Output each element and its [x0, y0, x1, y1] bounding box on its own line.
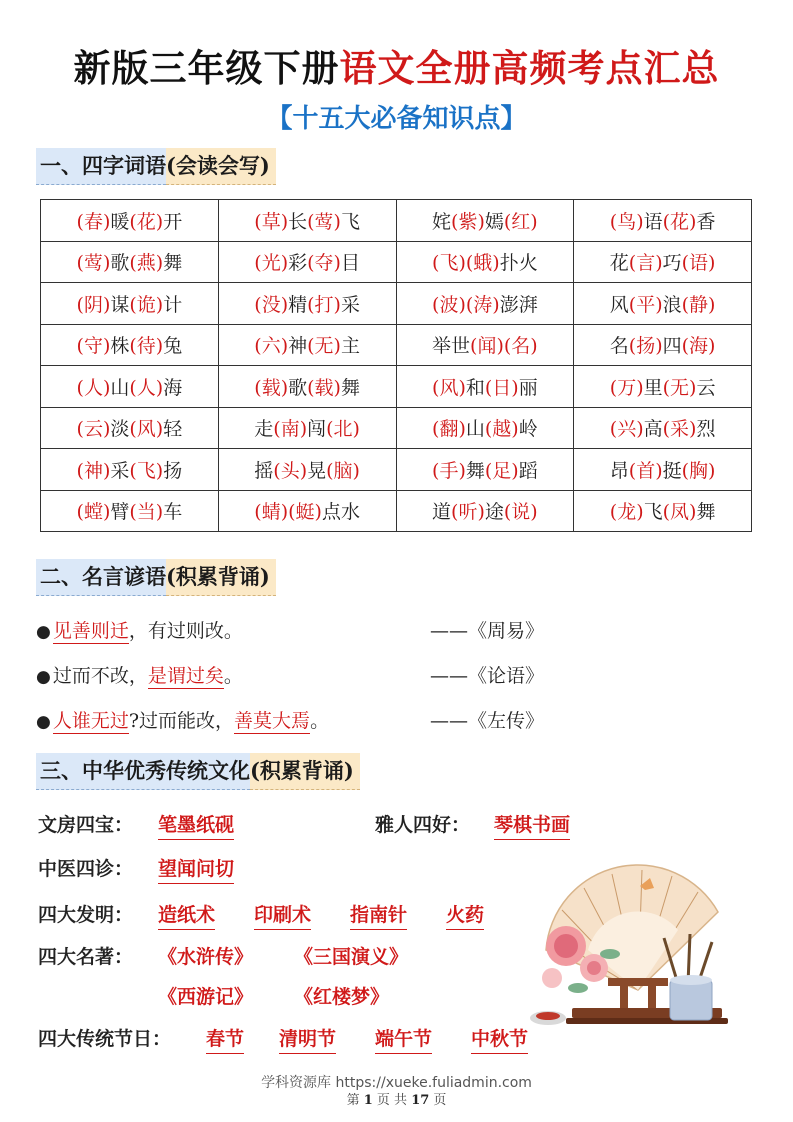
idiom-text: 歌: [288, 376, 308, 399]
proverb-3-key1: 人谁无过: [52, 710, 129, 732]
idiom-answer: (万): [609, 376, 644, 399]
idiom-answer: (涛): [465, 293, 500, 316]
idiom-answer: (风): [129, 418, 164, 441]
idiom-answer: (听): [451, 501, 485, 524]
idiom-answer: (胸): [681, 459, 716, 482]
idiom-answer: (说): [503, 501, 538, 524]
idiom-answer: (蜻): [254, 501, 289, 524]
inventions-label: 四大发明：: [38, 904, 134, 926]
idiom-answer: (越): [484, 418, 519, 441]
page-current: 1: [363, 1093, 373, 1108]
classic-item: 《西游记》: [158, 986, 254, 1008]
idiom-answer: (飞): [432, 252, 466, 275]
idiom-answer: (红): [503, 210, 538, 233]
idiom-text: 飞: [340, 210, 360, 233]
idiom-text: 花: [609, 252, 629, 275]
idiom-answer: (蜓): [288, 501, 322, 524]
idiom-text: 晃: [307, 459, 327, 482]
idiom-answer: (阴): [76, 293, 111, 316]
section1-tag: (会读会写): [166, 148, 276, 185]
table-row: [41, 490, 752, 532]
idiom-answer: (蛾): [465, 252, 500, 275]
idiom-text: 摇: [254, 459, 274, 482]
section2-tag: (积累背诵): [166, 559, 276, 596]
idiom-text: 谋: [110, 293, 130, 316]
idiom-cell: [574, 200, 752, 242]
elegant-hobbies-label: 雅人四好：: [375, 814, 471, 836]
idiom-text: 里: [643, 376, 663, 399]
invention-item: 造纸术: [158, 900, 215, 930]
idiom-cell: [396, 200, 574, 242]
study-treasures-value: 笔墨纸砚: [158, 810, 234, 840]
idiom-answer: (夺): [307, 252, 341, 275]
idiom-answer: (头): [273, 459, 308, 482]
idiom-answer: (手): [432, 459, 466, 482]
proverb-2-source: ——《论语》: [430, 665, 545, 687]
idiom-answer: (莺): [76, 252, 111, 275]
idiom-answer: (扬): [628, 335, 663, 358]
idiom-answer: (草): [254, 210, 289, 233]
idiom-text: 舞: [465, 459, 485, 482]
proverb-2-end: 。: [223, 665, 243, 687]
footer-site: 学科资源库 https://xueke.fuliadmin.com: [261, 1075, 532, 1091]
idiom-text: 采: [110, 459, 130, 482]
proverb-2-key: 是谓过矣: [147, 665, 224, 687]
section3-title: 三、中华优秀传统文化: [36, 753, 250, 790]
idiom-answer: (日): [484, 376, 519, 399]
festival-item: 中秋节: [471, 1024, 528, 1054]
idiom-answer: (名): [503, 335, 538, 358]
idiom-cell: [41, 200, 219, 242]
idiom-text: 精: [288, 293, 308, 316]
idiom-cell: [41, 449, 219, 491]
page-subtitle: 【十五大必备知识点】: [266, 104, 527, 134]
section2-title: 二、名言谚语: [36, 559, 166, 596]
title-part2: 语文全册高频考点汇总: [339, 46, 720, 90]
idiom-text: 兔: [163, 335, 183, 358]
page-title: [0, 38, 793, 92]
idiom-text: 举世: [432, 335, 471, 358]
invention-item: 指南针: [350, 900, 407, 930]
idiom-answer: (载): [254, 376, 289, 399]
section3-tag: (积累背诵): [250, 753, 360, 790]
classic-item: 《水浒传》: [158, 946, 254, 968]
proverb-1-source: ——《周易》: [430, 620, 545, 642]
idiom-cell: [574, 490, 752, 532]
idiom-text: 彩: [288, 252, 308, 275]
idiom-cell: [218, 200, 396, 242]
bullet-icon: ●: [36, 622, 51, 642]
idiom-text: 山: [465, 418, 485, 441]
table-row: [41, 241, 752, 283]
proverb-3: [36, 706, 329, 733]
idiom-answer: (波): [432, 293, 466, 316]
idiom-answer: (海): [681, 335, 716, 358]
table-row: [41, 407, 752, 449]
invention-item: 印刷术: [254, 900, 311, 930]
section2-heading: [36, 559, 276, 595]
idiom-answer: (兴): [609, 418, 644, 441]
idiom-cell: [574, 324, 752, 366]
idiom-text: 舞: [340, 376, 360, 399]
idiom-answer: (守): [76, 335, 111, 358]
idiom-answer: (花): [662, 210, 697, 233]
idiom-answer: (人): [129, 376, 164, 399]
page-number: [0, 1089, 793, 1108]
idiom-cell: [41, 241, 219, 283]
festival-item: 春节: [206, 1024, 244, 1054]
elegant-hobbies-value: 琴棋书画: [494, 810, 570, 840]
fan-brush-illustration-icon: [528, 850, 758, 1040]
idiom-answer: (龙): [609, 501, 644, 524]
idiom-text: 山: [110, 376, 130, 399]
idiom-text: 飞: [643, 501, 663, 524]
tcm-diagnosis-label: 中医四诊：: [38, 858, 134, 880]
classic-item: 《三国演义》: [294, 946, 409, 968]
idiom-answer: (诡): [129, 293, 164, 316]
festival-item: 清明节: [279, 1024, 336, 1054]
table-row: [41, 283, 752, 325]
bullet-icon: ●: [36, 712, 51, 732]
idiom-text: 丽: [518, 376, 538, 399]
idiom-text: 株: [110, 335, 130, 358]
idiom-text: 高: [643, 418, 663, 441]
idiom-cell: [218, 407, 396, 449]
idiom-answer: (人): [76, 376, 111, 399]
idiom-text: 四: [662, 335, 682, 358]
idiom-text: 采: [340, 293, 360, 316]
idiom-answer: (神): [76, 459, 111, 482]
idiom-text: 巧: [662, 252, 682, 275]
idiom-answer: (花): [129, 210, 164, 233]
idiom-text: 海: [163, 376, 183, 399]
festival-item: 端午节: [375, 1024, 432, 1054]
idiom-text: 目: [340, 252, 360, 275]
idiom-cell: [574, 241, 752, 283]
idiom-answer: (六): [254, 335, 289, 358]
festivals-label: 四大传统节日：: [38, 1028, 172, 1050]
idiom-cell: [396, 324, 574, 366]
idiom-answer: (无): [662, 376, 697, 399]
table-row: [41, 449, 752, 491]
page-number-prefix: 第: [346, 1093, 360, 1108]
idiom-cell: [218, 490, 396, 532]
idiom-text: 嫣: [484, 210, 504, 233]
idiom-text: 烈: [696, 418, 716, 441]
idiom-text: 风: [609, 293, 629, 316]
idiom-text: 歌: [110, 252, 130, 275]
idiom-text: 途: [484, 501, 504, 524]
idiom-text: 轻: [163, 418, 183, 441]
idiom-text: 名: [609, 335, 629, 358]
invention-item: 火药: [446, 900, 484, 930]
idiom-answer: (脑): [326, 459, 360, 482]
page-total: 17: [411, 1093, 430, 1108]
idiom-answer: (云): [76, 418, 111, 441]
idiom-answer: (螳): [76, 501, 111, 524]
idiom-cell: [396, 449, 574, 491]
idiom-text: 舞: [163, 252, 183, 275]
idiom-text: 和: [465, 376, 485, 399]
tcm-diagnosis-value: 望闻问切: [158, 854, 234, 884]
proverb-2-start: 过而不改，: [52, 665, 148, 687]
idiom-text: 计: [163, 293, 183, 316]
idiom-text: 澎湃: [499, 293, 538, 316]
idiom-text: 岭: [518, 418, 538, 441]
page-number-middle: 页 共: [376, 1093, 408, 1108]
idiom-cell: [396, 407, 574, 449]
idiom-text: 姹: [432, 210, 452, 233]
idiom-text: 云: [696, 376, 716, 399]
proverb-1-key: 见善则迁: [52, 620, 129, 642]
idiom-cell: [41, 407, 219, 449]
title-part1: 新版三年级下册: [73, 46, 340, 90]
idiom-text: 车: [163, 501, 183, 524]
idiom-text: 舞: [696, 501, 716, 524]
idiom-cell: [574, 407, 752, 449]
idiom-cell: [218, 449, 396, 491]
idiom-answer: (风): [432, 376, 466, 399]
idiom-cell: [41, 283, 219, 325]
idiom-cell: [218, 324, 396, 366]
proverb-3-key2: 善莫大焉: [234, 710, 311, 732]
idiom-answer: (没): [254, 293, 289, 316]
idiom-table: [40, 199, 752, 532]
idiom-cell: [41, 490, 219, 532]
idiom-answer: (燕): [129, 252, 164, 275]
idiom-cell: [396, 490, 574, 532]
idiom-cell: [574, 449, 752, 491]
idiom-cell: [396, 366, 574, 408]
proverb-1: [36, 616, 243, 643]
bullet-icon: ●: [36, 667, 51, 687]
idiom-text: 道: [432, 501, 452, 524]
idiom-answer: (紫): [451, 210, 485, 233]
idiom-answer: (无): [307, 335, 341, 358]
idiom-text: 开: [163, 210, 183, 233]
idiom-answer: (静): [681, 293, 716, 316]
idiom-text: 主: [340, 335, 360, 358]
idiom-text: 走: [254, 418, 274, 441]
idiom-text: 香: [696, 210, 716, 233]
idiom-text: 蹈: [518, 459, 538, 482]
idiom-text: 语: [643, 210, 663, 233]
idiom-answer: (闻): [470, 335, 504, 358]
proverb-2: [36, 661, 243, 688]
idiom-answer: (凤): [662, 501, 697, 524]
idiom-cell: [41, 324, 219, 366]
classics-label: 四大名著：: [38, 946, 134, 968]
idiom-text: 臂: [110, 501, 130, 524]
idiom-cell: [218, 366, 396, 408]
idiom-answer: (莺): [307, 210, 341, 233]
idiom-text: 扬: [163, 459, 183, 482]
idiom-answer: (北): [326, 418, 360, 441]
idiom-cell: [218, 283, 396, 325]
idiom-answer: (采): [662, 418, 697, 441]
idiom-answer: (飞): [129, 459, 164, 482]
idiom-text: 昂: [609, 459, 629, 482]
section1-heading: [36, 148, 276, 184]
idiom-answer: (平): [628, 293, 663, 316]
idiom-answer: (待): [129, 335, 164, 358]
table-row: [41, 200, 752, 242]
section1-title: 一、四字词语: [36, 148, 166, 185]
idiom-answer: (当): [129, 501, 164, 524]
classic-item: 《红楼梦》: [294, 986, 390, 1008]
page-number-suffix: 页: [433, 1093, 447, 1108]
idiom-text: 暖: [110, 210, 130, 233]
idiom-text: 淡: [110, 418, 130, 441]
idiom-text: 扑火: [499, 252, 538, 275]
idiom-answer: (鸟): [609, 210, 644, 233]
study-treasures-label: 文房四宝：: [38, 814, 134, 836]
idiom-cell: [218, 241, 396, 283]
idiom-text: 闯: [307, 418, 327, 441]
idiom-text: 浪: [662, 293, 682, 316]
idiom-text: 神: [288, 335, 308, 358]
idiom-answer: (言): [628, 252, 663, 275]
proverb-3-mid: ?过而能改，: [128, 710, 235, 732]
idiom-answer: (春): [76, 210, 111, 233]
proverb-3-source: ——《左传》: [430, 710, 545, 732]
idiom-cell: [396, 283, 574, 325]
idiom-answer: (载): [307, 376, 341, 399]
idiom-text: 点水: [321, 501, 360, 524]
ink-dish-icon: [530, 1011, 566, 1025]
idiom-text: 挺: [662, 459, 682, 482]
idiom-cell: [41, 366, 219, 408]
idiom-answer: (南): [273, 418, 308, 441]
idiom-cell: [396, 241, 574, 283]
idiom-answer: (光): [254, 252, 289, 275]
idiom-answer: (首): [628, 459, 663, 482]
idiom-text: 长: [288, 210, 308, 233]
proverb-1-rest: ，有过则改。: [128, 620, 243, 642]
table-row: [41, 324, 752, 366]
idiom-answer: (打): [307, 293, 341, 316]
idiom-answer: (翻): [432, 418, 466, 441]
section3-heading: [36, 753, 360, 789]
proverb-3-end: 。: [310, 710, 330, 732]
idiom-cell: [574, 366, 752, 408]
idiom-answer: (足): [484, 459, 519, 482]
idiom-cell: [574, 283, 752, 325]
idiom-answer: (语): [681, 252, 716, 275]
table-row: [41, 366, 752, 408]
